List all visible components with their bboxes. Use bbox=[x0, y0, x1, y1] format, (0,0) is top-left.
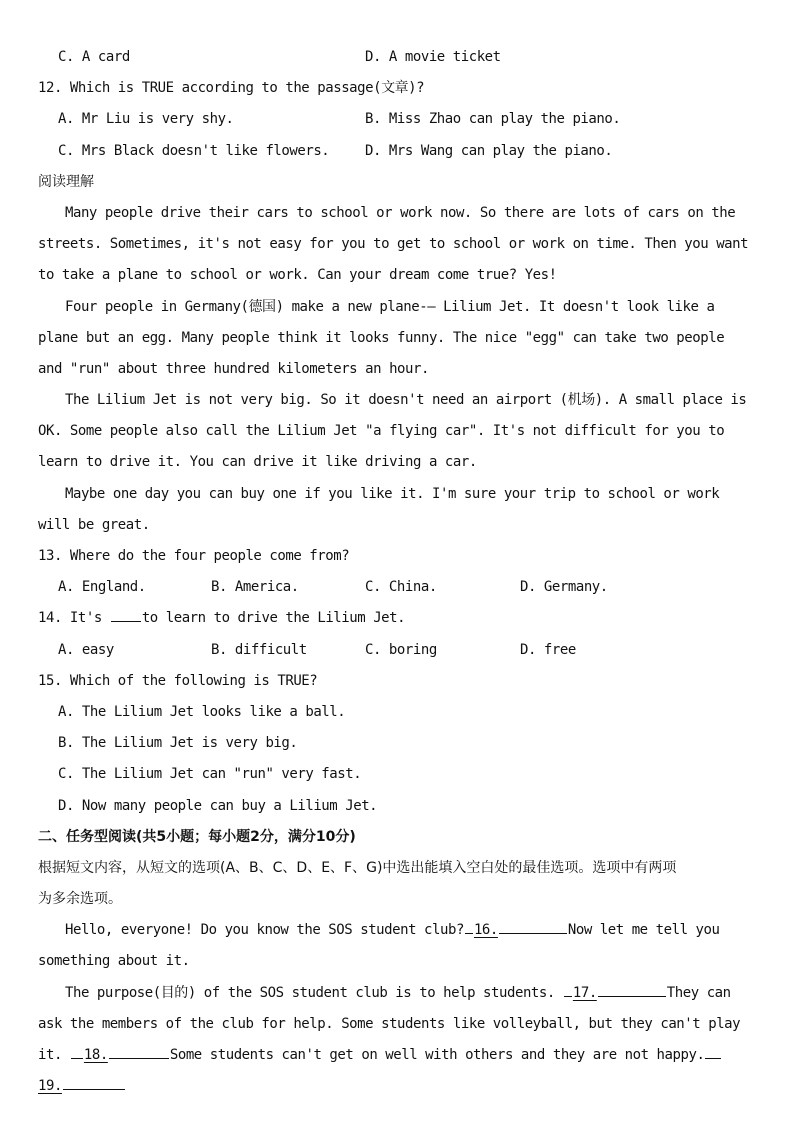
q13-stem: 13. Where do the four people come from? bbox=[38, 548, 350, 564]
q14-option-a: A. easy bbox=[58, 641, 114, 658]
section2-instruction: 为多余选项。 bbox=[38, 891, 122, 908]
blank-18-number[interactable]: 18. bbox=[83, 1047, 108, 1063]
q14-stem bbox=[38, 603, 756, 634]
blank-19-number[interactable]: 19. bbox=[38, 1078, 62, 1095]
q15-option-c: C. The Lilium Jet can "run" very fast. bbox=[58, 766, 362, 783]
q13-options bbox=[38, 572, 756, 603]
passage-line: to take a plane to school or work. Can your dream come true? Yes! bbox=[38, 267, 557, 284]
task-passage-line bbox=[38, 978, 756, 1009]
blank-18-lead bbox=[71, 1042, 83, 1059]
task-passage-line bbox=[38, 915, 756, 946]
passage-line: OK. Some people also call the Lilium Jet "a flying car". It's not difficult for you to bbox=[38, 423, 725, 440]
q15-stem: 15. Which of the following is TRUE? bbox=[38, 672, 318, 689]
q12-options-row2 bbox=[38, 136, 756, 167]
exam-page bbox=[38, 42, 756, 1102]
passage-line: and "run" about three hundred kilometers an hour. bbox=[38, 360, 429, 377]
blank-16-line[interactable] bbox=[499, 917, 567, 934]
q12-option-a: A. Mr Liu is very shy. bbox=[58, 111, 234, 128]
q15-option-d: D. Now many people can buy a Lilium Jet. bbox=[58, 797, 378, 814]
q15-option-b: B. The Lilium Jet is very big. bbox=[58, 735, 298, 752]
blank-18-line[interactable] bbox=[109, 1042, 169, 1059]
blank-19-line[interactable] bbox=[63, 1073, 125, 1090]
passage-line: Many people drive their cars to school or work now. So there are lots of cars on the bbox=[65, 204, 736, 221]
q14-option-b: B. difficult bbox=[211, 641, 307, 658]
q14-stem-before: 14. It's bbox=[38, 610, 110, 627]
blank-17-line[interactable] bbox=[598, 980, 666, 997]
q14-option-d: D. free bbox=[520, 641, 576, 658]
q11-option-d: D. A movie ticket bbox=[365, 49, 501, 65]
passage-line: learn to drive it. You can drive it like driving a car. bbox=[38, 454, 477, 471]
task-text: it. bbox=[38, 1047, 70, 1063]
task-text: Now let me tell you bbox=[567, 922, 720, 939]
passage-line: Four people in Germany(德国) make a new plane-— Lilium Jet. It doesn't look like a bbox=[65, 298, 715, 315]
blank-16-number[interactable]: 16. bbox=[473, 922, 498, 939]
q12-option-c: C. Mrs Black doesn't like flowers. bbox=[58, 142, 330, 159]
q14-blank[interactable] bbox=[111, 605, 141, 622]
task-text: Hello, everyone! Do you know the SOS student club? bbox=[65, 922, 464, 939]
q11-option-c: C. A card bbox=[58, 49, 130, 65]
q13-option-a: A. England. bbox=[58, 579, 146, 596]
q11-options bbox=[38, 42, 756, 73]
reading-heading: 阅读理解 bbox=[38, 173, 94, 190]
task-text: The purpose(目的) of the SOS student club is to help students. bbox=[65, 984, 563, 1001]
passage-line: streets. Sometimes, it's not easy for you to get to school or work on time. Then you want bbox=[38, 236, 749, 253]
blank-19-lead[interactable] bbox=[705, 1042, 721, 1059]
q14-options bbox=[38, 635, 756, 666]
passage-line: Maybe one day you can buy one if you like it. I'm sure your trip to school or work bbox=[65, 485, 720, 502]
task-passage-line: something about it. bbox=[38, 953, 190, 970]
task-passage-line bbox=[38, 1071, 756, 1102]
blank-17-lead bbox=[564, 980, 572, 997]
q12-option-d: D. Mrs Wang can play the piano. bbox=[365, 142, 613, 159]
task-passage-line: ask the members of the club for help. Some students like volleyball, but they can't play bbox=[38, 1015, 741, 1032]
q12-option-b: B. Miss Zhao can play the piano. bbox=[365, 111, 621, 128]
passage-line: will be great. bbox=[38, 516, 150, 533]
q15-option-a: A. The Lilium Jet looks like a ball. bbox=[58, 703, 346, 720]
q14-option-c: C. boring bbox=[365, 641, 437, 658]
task-text: Some students can't get on well with others and they are not happy. bbox=[169, 1047, 705, 1063]
section2-heading: 二、任务型阅读(共5小题；每小题2分，满分10分) bbox=[38, 828, 356, 845]
q13-option-b: B. America. bbox=[211, 579, 299, 596]
task-text: They can bbox=[666, 984, 731, 1001]
section2-instruction: 根据短文内容，从短文的选项(A、B、C、D、E、F、G)中选出能填入空白处的最佳选项。选项中有两项 bbox=[38, 859, 677, 876]
q13-option-d: D. Germany. bbox=[520, 579, 608, 596]
passage-line: plane but an egg. Many people think it looks funny. The nice "egg" can take two people bbox=[38, 329, 725, 346]
blank-16-lead bbox=[465, 917, 473, 934]
q12-options-row1 bbox=[38, 104, 756, 135]
blank-17-number[interactable]: 17. bbox=[572, 984, 597, 1001]
passage-line: The Lilium Jet is not very big. So it doesn't need an airport (机场). A small place is bbox=[65, 392, 747, 409]
q12-stem: 12. Which is TRUE according to the passage(文章)? bbox=[38, 80, 425, 97]
task-passage-line bbox=[38, 1040, 756, 1071]
q14-stem-after: to learn to drive the Lilium Jet. bbox=[141, 610, 406, 627]
q13-option-c: C. China. bbox=[365, 579, 437, 596]
